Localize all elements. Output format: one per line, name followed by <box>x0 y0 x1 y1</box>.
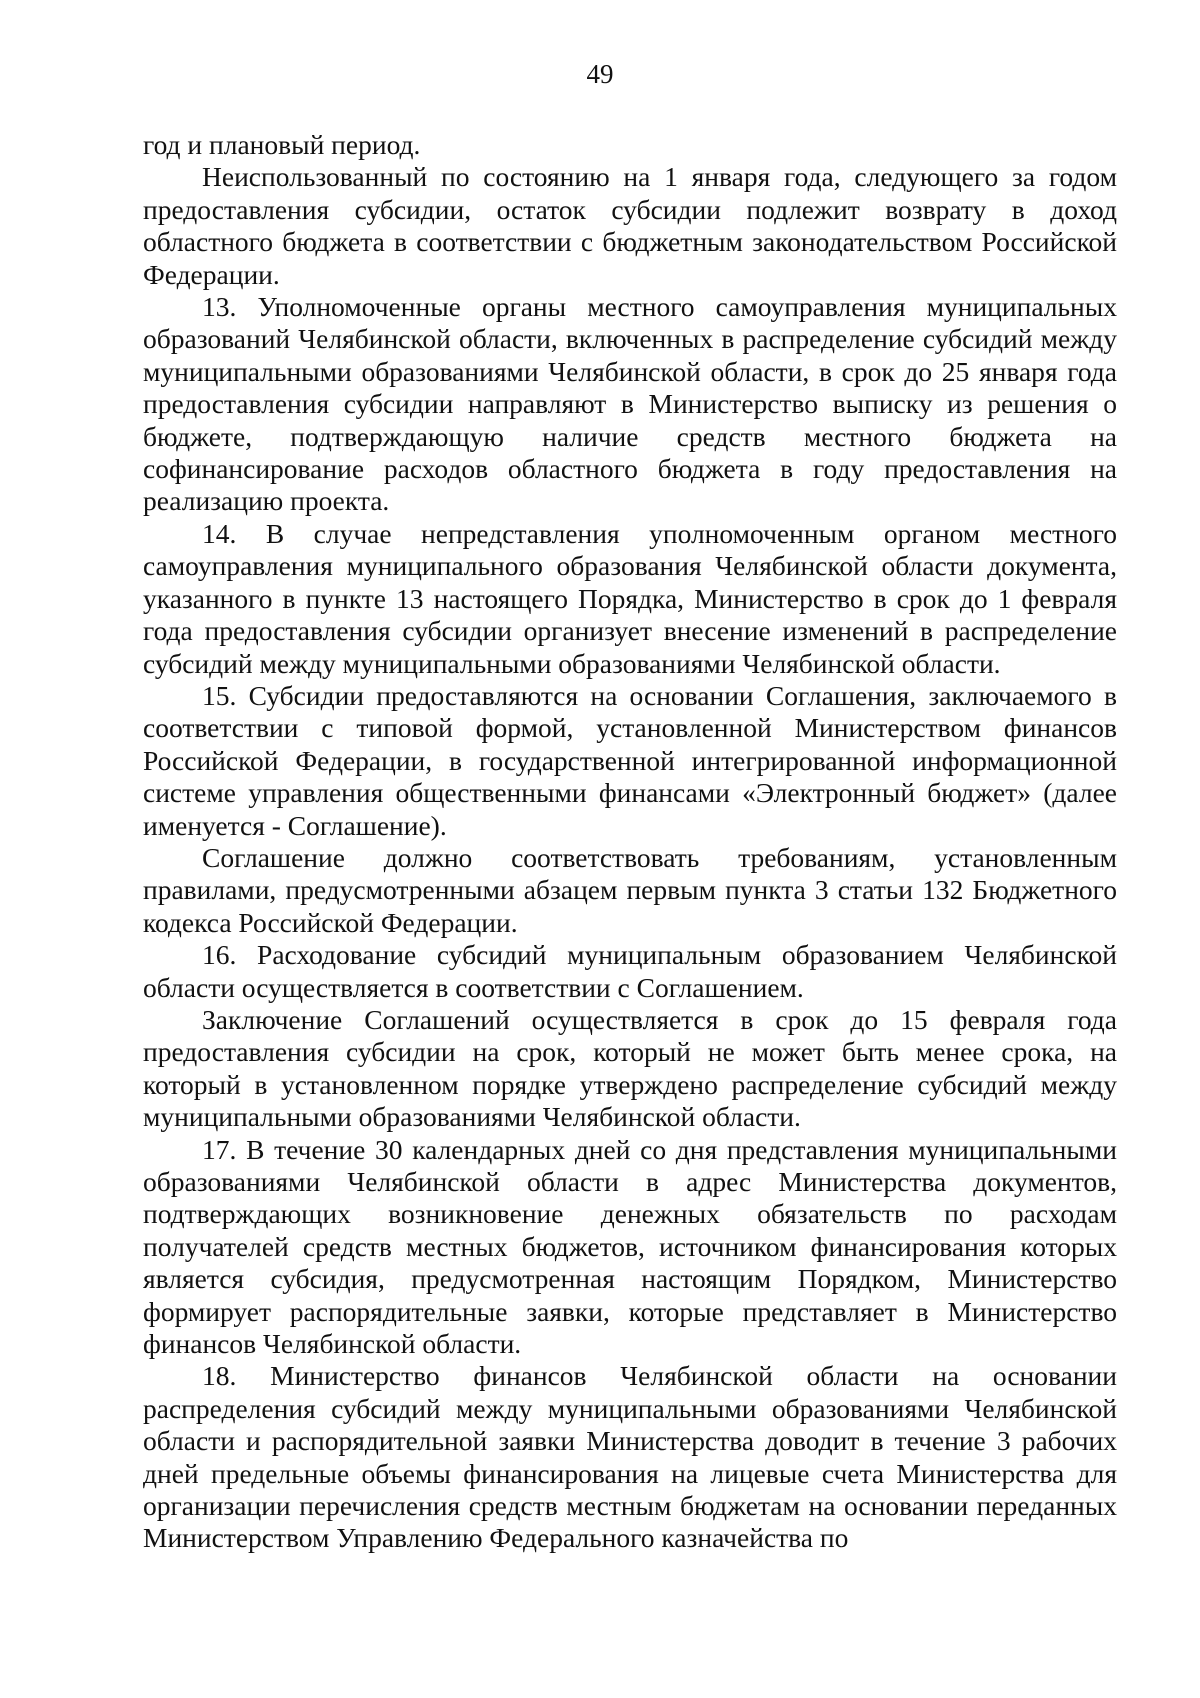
page-number: 49 <box>586 59 614 89</box>
paragraph: Заключение Соглашений осуществляется в срок до 15 февраля года предоставления субсидии на срок, который не может быть менее срока, на который в установленном порядке утверждено распределение субсидий между муниципальными образованиями Челябинской области. <box>143 1003 1117 1133</box>
paragraph: Неиспользованный по состоянию на 1 января года, следующего за годом предоставления субсидии, остаток субсидии подлежит возврату в доход областного бюджета в соответствии с бюджетным законодательством Российской Федерации. <box>143 161 1117 290</box>
paragraph: 18. Министерство финансов Челябинской области на основании распределения субсидий между муниципальными образованиями Челябинской области и распорядительной заявки Министерства доводит в течение 3 рабочих дней предельные объемы финансирования на лицевые счета Министерства для организации перечисления средств местным бюджетам на основании переданных Министерством Управлению Федерального казначейства по <box>143 1360 1117 1554</box>
paragraph: 13. Уполномоченные органы местного самоуправления муниципальных образований Челябинской области, включенных в распределение субсидий между муниципальными образованиями Челябинской области, в срок до 25 января года предоставления субсидии направляют в Министерство выписку из решения о бюджете, подтверждающую наличие средств местного бюджета на софинансирование расходов областного бюджета в году предоставления на реализацию проекта. <box>143 291 1117 517</box>
paragraph: 16. Расходование субсидий муниципальным образованием Челябинской области осуществляется в соответствии с Соглашением. <box>143 939 1117 1003</box>
paragraph: 17. В течение 30 календарных дней со дня представления муниципальными образованиями Челябинской области в адрес Министерства документов, подтверждающих возникновение денежных обязательств по расходам получателей средств местных бюджетов, источником финансирования которых является субсидия, предусмотренная настоящим Порядком, Министерство формирует распорядительные заявки, которые представляет в Министерство финансов Челябинской области. <box>143 1133 1117 1360</box>
paragraph: год и плановый период. <box>143 129 421 160</box>
paragraph: 15. Субсидии предоставляются на основании Соглашения, заключаемого в соответствии с типовой формой, установленной Министерством финансов Российской Федерации, в государственной интегрированной информационной системе управления общественными финансами «Электронный бюджет» (далее именуется - Соглашение). <box>143 679 1117 841</box>
paragraph: 14. В случае непредставления уполномоченным органом местного самоуправления муниципального образования Челябинской области документа, указанного в пункте 13 настоящего Порядка, Министерство в срок до 1 февраля года предоставления субсидии организует внесение изменений в распределение субсидий между муниципальными образованиями Челябинской области. <box>143 517 1117 679</box>
document-body <box>143 129 1117 1555</box>
paragraph: Соглашение должно соответствовать требованиям, установленным правилами, предусмотренными абзацем первым пункта 3 статьи 132 Бюджетного кодекса Российской Федерации. <box>143 841 1117 938</box>
